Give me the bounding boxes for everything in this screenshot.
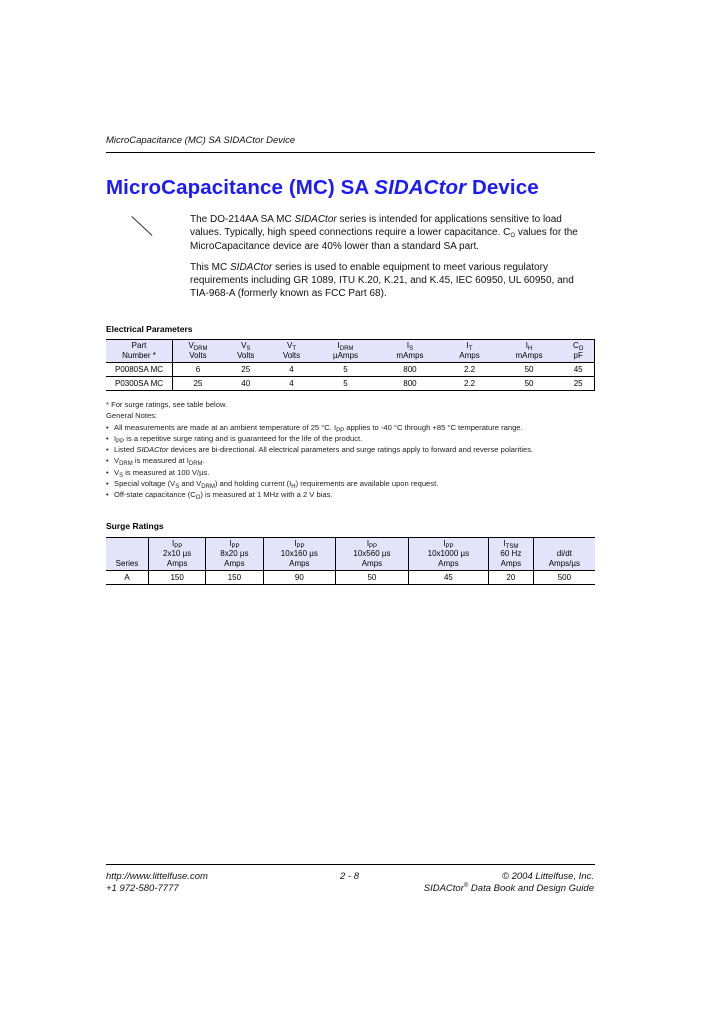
cell: P0080SA MC <box>106 363 173 377</box>
table-header-row <box>106 538 595 571</box>
table-header-row <box>106 340 595 363</box>
col-co: $C_O$ pF <box>562 340 594 363</box>
cell: 500 <box>533 571 595 585</box>
cell: P0300SA MC <box>106 377 173 391</box>
cell: 25 <box>562 377 594 391</box>
table-row <box>106 363 595 377</box>
list-item: • $I_{PP}$ is a repetitive surge rating and is guaranteed for the life of the product. <box>106 433 595 444</box>
cell: 800 <box>377 363 444 377</box>
intro-paragraph-1 <box>190 213 590 253</box>
col-part-number: Part Number * <box>106 340 173 363</box>
col-ih: $I_H$ mAmps <box>496 340 563 363</box>
cell: 25 <box>173 377 223 391</box>
footer-divider <box>106 864 595 865</box>
cell: 150 <box>206 571 263 585</box>
col-vs: $V_S$ Volts <box>223 340 269 363</box>
text: SIDACtor <box>230 261 273 273</box>
general-notes <box>106 399 595 501</box>
col-didt: di/dt Amps/µs <box>533 538 595 571</box>
cell: 4 <box>269 363 315 377</box>
notes-list <box>106 422 595 501</box>
book-title: SIDACtor® Data Book and Design Guide <box>423 882 594 894</box>
col-vt: $V_T$ Volts <box>269 340 315 363</box>
cell: 5 <box>314 363 376 377</box>
col-idrm: $I_{DRM}$ µAmps <box>314 340 376 363</box>
col-is: $I_S$ mAmps <box>377 340 444 363</box>
title-suffix: Device <box>466 176 539 199</box>
col-ipp-2x10: $I_{PP}$ 2x10 µs Amps <box>149 538 206 571</box>
list-item: • Off-state capacitance $(C_O)$ is measured at 1 MHz with a 2 V bias. <box>106 489 595 500</box>
col-ipp-10x1000: $I_{PP}$ 10x1000 µs Amps <box>408 538 488 571</box>
table-row <box>106 377 595 391</box>
list-item: • $V_S$ is measured at 100 V/µs. <box>106 467 595 478</box>
text: SIDACtor <box>294 214 337 225</box>
header-divider <box>106 152 595 153</box>
text: O <box>510 233 516 240</box>
intro-paragraph-2 <box>190 261 590 301</box>
text: values for the MicroCapacitance device are 40% lower than a standard SA part. <box>190 227 578 252</box>
cell: 50 <box>496 377 563 391</box>
text: series is intended for applications sensitive to load values. Typically, high speed connections require a lower capacitance. C <box>190 214 562 239</box>
cell: 45 <box>562 363 594 377</box>
cell: 2.2 <box>443 363 495 377</box>
cell: A <box>106 571 149 585</box>
cell: 2.2 <box>443 377 495 391</box>
cell: 40 <box>223 377 269 391</box>
notes-heading: General Notes: <box>106 411 158 421</box>
cell: 20 <box>489 571 534 585</box>
title-italic: SIDACtor <box>374 176 467 199</box>
decorative-line-icon <box>131 216 152 236</box>
footer-left <box>106 871 208 895</box>
col-ipp-10x560: $I_{PP}$ 10x560 µs Amps <box>336 538 409 571</box>
cell: 6 <box>173 363 223 377</box>
list-item: • $V_{DRM}$ is measured at $I_{DRM}$. <box>106 455 595 466</box>
cell: 50 <box>336 571 409 585</box>
title-text: MicroCapacitance (MC) SA <box>106 176 375 199</box>
surge-footnote: * For surge ratings, see table below. <box>106 400 228 409</box>
copyright: © 2004 Littelfuse, Inc. <box>501 871 594 882</box>
table-row <box>106 571 595 585</box>
page-title <box>106 176 539 200</box>
electrical-parameters-label: Electrical Parameters <box>106 324 193 334</box>
cell: 90 <box>263 571 336 585</box>
cell: 5 <box>314 377 376 391</box>
list-item: • Special voltage ($V_S$ and $V_{DRM}$) and holding current $(I_H)$ requirements are available upon request. <box>106 478 595 489</box>
list-item: • Listed SIDACtor devices are bi-directional. All electrical parameters and surge ratings apply to forward and reverse polarities. <box>106 444 595 455</box>
text: This MC <box>190 261 230 273</box>
footer-right <box>424 871 594 895</box>
surge-ratings-table <box>106 537 595 585</box>
col-itsm: $I_{TSM}$ 60 Hz Amps <box>489 538 534 571</box>
col-ipp-10x160: $I_{PP}$ 10x160 µs Amps <box>263 538 336 571</box>
website-link[interactable]: http://www.littelfuse.com <box>106 871 208 882</box>
cell: 800 <box>377 377 444 391</box>
cell: 150 <box>149 571 206 585</box>
page-number: 2 - 8 <box>340 871 360 882</box>
col-series: Series <box>106 538 149 571</box>
text: series is used to enable equipment to meet various regulatory requirements including GR 1089, ITU K.20, K.21, and K.45, IEC 60950, UL 60950, and TIA-968-A (formerly known as FCC Part 68). <box>190 261 574 300</box>
cell: 50 <box>496 363 563 377</box>
col-it: $I_T$ Amps <box>443 340 495 363</box>
cell: 45 <box>408 571 488 585</box>
intro-text <box>190 213 590 309</box>
col-ipp-8x20: $I_{PP}$ 8x20 µs Amps <box>206 538 263 571</box>
phone-number: +1 972-580-7777 <box>106 883 179 894</box>
cell: 4 <box>269 377 315 391</box>
cell: 25 <box>223 363 269 377</box>
electrical-parameters-table <box>106 339 595 391</box>
text: The DO-214AA SA MC <box>190 214 295 225</box>
surge-ratings-label: Surge Ratings <box>106 521 164 531</box>
col-vdrm: $V_{DRM}$ Volts <box>173 340 223 363</box>
list-item: • All measurements are made at an ambient temperature of 25 °C. $I_{PP}$ applies to -40 °C through +85 °C temperature range. <box>106 422 595 433</box>
running-header: MicroCapacitance (MC) SA SIDACtor Device <box>106 135 296 146</box>
